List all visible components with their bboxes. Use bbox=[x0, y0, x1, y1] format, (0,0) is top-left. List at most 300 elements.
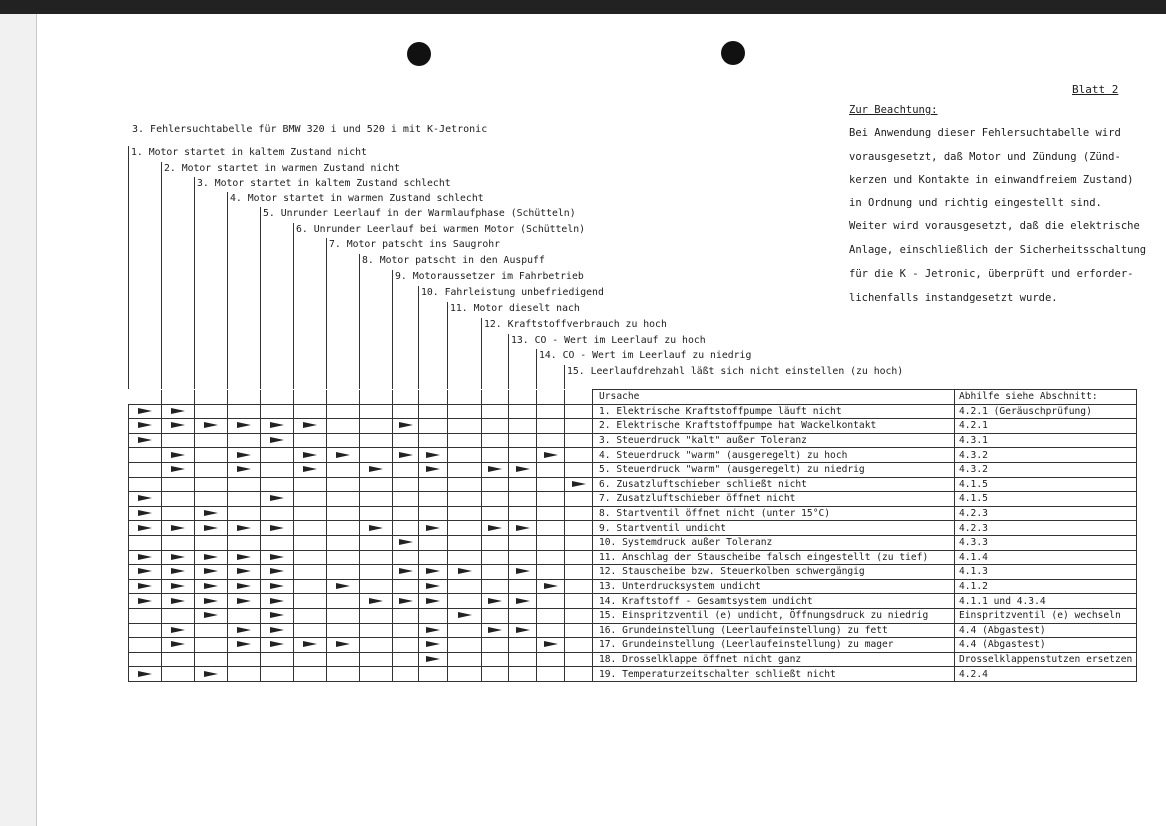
mark-cell bbox=[162, 448, 195, 463]
mark-cell bbox=[419, 462, 448, 477]
mark-cell bbox=[537, 565, 565, 580]
mark-cell bbox=[294, 404, 327, 419]
mark-cell bbox=[537, 492, 565, 507]
blank-cell bbox=[482, 390, 509, 405]
cause-cell: 3. Steuerdruck "kalt" außer Toleranz bbox=[593, 433, 955, 448]
mark-cell bbox=[261, 608, 294, 623]
arrow-marker-icon bbox=[171, 598, 185, 604]
mark-cell bbox=[129, 404, 162, 419]
arrow-marker-icon bbox=[204, 510, 218, 516]
mark-cell bbox=[565, 404, 593, 419]
mark-cell bbox=[537, 550, 565, 565]
mark-cell bbox=[448, 462, 482, 477]
mark-cell bbox=[261, 448, 294, 463]
symptom-label: 6. Unrunder Leerlauf bei warmen Motor (Schütteln) bbox=[296, 224, 586, 235]
mark-cell bbox=[565, 535, 593, 550]
mark-cell bbox=[294, 608, 327, 623]
mark-cell bbox=[228, 521, 261, 536]
arrow-marker-icon bbox=[138, 422, 152, 428]
page-title: 3. Fehlersuchtabelle für BMW 320 i und 520 i mit K-Jetronic bbox=[132, 124, 488, 135]
cause-cell: 17. Grundeinstellung (Leerlaufeinstellung) zu mager bbox=[593, 638, 955, 653]
arrow-marker-icon bbox=[399, 539, 413, 545]
punch-hole-left bbox=[407, 42, 431, 66]
symptom-label: 13. CO - Wert im Leerlauf zu hoch bbox=[511, 335, 706, 346]
scan-top-border bbox=[0, 0, 1166, 14]
mark-cell bbox=[162, 594, 195, 609]
mark-cell bbox=[360, 448, 393, 463]
mark-cell bbox=[129, 433, 162, 448]
mark-cell bbox=[419, 492, 448, 507]
remedy-cell: 4.3.2 bbox=[955, 462, 1137, 477]
cause-cell: 19. Temperaturzeitschalter schließt nicht bbox=[593, 667, 955, 682]
mark-cell bbox=[509, 433, 537, 448]
mark-cell bbox=[195, 404, 228, 419]
mark-cell bbox=[261, 404, 294, 419]
blank-cell bbox=[129, 390, 162, 405]
arrow-marker-icon bbox=[270, 641, 284, 647]
mark-cell bbox=[509, 608, 537, 623]
mark-cell bbox=[509, 419, 537, 434]
mark-cell bbox=[261, 535, 294, 550]
arrow-marker-icon bbox=[138, 583, 152, 589]
mark-cell bbox=[162, 565, 195, 580]
mark-cell bbox=[327, 462, 360, 477]
blank-cell bbox=[448, 390, 482, 405]
note-heading: Zur Beachtung: bbox=[849, 104, 938, 116]
mark-cell bbox=[129, 477, 162, 492]
cause-cell: 8. Startventil öffnet nicht (unter 15°C) bbox=[593, 506, 955, 521]
mark-cell bbox=[162, 404, 195, 419]
remedy-cell: 4.3.2 bbox=[955, 448, 1137, 463]
note-line: Bei Anwendung dieser Fehlersuchtabelle wird bbox=[849, 127, 1121, 139]
cause-cell: 2. Elektrische Kraftstoffpumpe hat Wackelkontakt bbox=[593, 419, 955, 434]
arrow-marker-icon bbox=[303, 422, 317, 428]
mark-cell bbox=[360, 608, 393, 623]
mark-cell bbox=[261, 419, 294, 434]
mark-cell bbox=[228, 579, 261, 594]
mark-cell bbox=[129, 565, 162, 580]
arrow-marker-icon bbox=[488, 466, 502, 472]
arrow-marker-icon bbox=[138, 510, 152, 516]
mark-cell bbox=[360, 419, 393, 434]
mark-cell bbox=[419, 652, 448, 667]
mark-cell bbox=[261, 652, 294, 667]
arrow-marker-icon bbox=[303, 452, 317, 458]
mark-cell bbox=[129, 535, 162, 550]
arrow-marker-icon bbox=[237, 422, 251, 428]
mark-cell bbox=[448, 579, 482, 594]
mark-cell bbox=[294, 623, 327, 638]
mark-cell bbox=[129, 521, 162, 536]
mark-cell bbox=[327, 652, 360, 667]
arrow-marker-icon bbox=[544, 641, 558, 647]
arrow-marker-icon bbox=[204, 525, 218, 531]
table-row bbox=[129, 638, 1137, 653]
mark-cell bbox=[419, 638, 448, 653]
mark-cell bbox=[129, 638, 162, 653]
mark-cell bbox=[393, 579, 419, 594]
arrow-marker-icon bbox=[369, 525, 383, 531]
mark-cell bbox=[360, 462, 393, 477]
arrow-marker-icon bbox=[488, 627, 502, 633]
arrow-marker-icon bbox=[270, 525, 284, 531]
mark-cell bbox=[509, 550, 537, 565]
blank-cell bbox=[294, 390, 327, 405]
arrow-marker-icon bbox=[138, 495, 152, 501]
mark-cell bbox=[294, 462, 327, 477]
arrow-marker-icon bbox=[426, 583, 440, 589]
punch-hole-right bbox=[721, 41, 745, 65]
blank-cell bbox=[509, 390, 537, 405]
mark-cell bbox=[228, 535, 261, 550]
mark-cell bbox=[537, 594, 565, 609]
mark-cell bbox=[482, 565, 509, 580]
mark-cell bbox=[162, 521, 195, 536]
mark-cell bbox=[419, 419, 448, 434]
mark-cell bbox=[482, 608, 509, 623]
arrow-marker-icon bbox=[516, 525, 530, 531]
mark-cell bbox=[261, 550, 294, 565]
mark-cell bbox=[565, 433, 593, 448]
page-edge bbox=[36, 14, 37, 826]
mark-cell bbox=[294, 506, 327, 521]
arrow-marker-icon bbox=[458, 568, 472, 574]
table-row bbox=[129, 462, 1137, 477]
arrow-marker-icon bbox=[138, 437, 152, 443]
mark-cell bbox=[360, 550, 393, 565]
mark-cell bbox=[537, 608, 565, 623]
mark-cell bbox=[294, 579, 327, 594]
blank-cell bbox=[537, 390, 565, 405]
mark-cell bbox=[509, 492, 537, 507]
arrow-marker-icon bbox=[171, 583, 185, 589]
mark-cell bbox=[162, 535, 195, 550]
mark-cell bbox=[327, 667, 360, 682]
mark-cell bbox=[261, 667, 294, 682]
mark-cell bbox=[537, 579, 565, 594]
blank-cell bbox=[228, 390, 261, 405]
mark-cell bbox=[419, 608, 448, 623]
scan-left-margin bbox=[0, 14, 36, 826]
table-row bbox=[129, 521, 1137, 536]
mark-cell bbox=[294, 667, 327, 682]
mark-cell bbox=[360, 404, 393, 419]
arrow-marker-icon bbox=[303, 466, 317, 472]
mark-cell bbox=[195, 535, 228, 550]
mark-cell bbox=[327, 550, 360, 565]
mark-cell bbox=[327, 492, 360, 507]
mark-cell bbox=[294, 565, 327, 580]
mark-cell bbox=[509, 448, 537, 463]
symptom-line bbox=[536, 349, 537, 389]
mark-cell bbox=[537, 652, 565, 667]
cause-cell: 12. Stauscheibe bzw. Steuerkolben schwergängig bbox=[593, 565, 955, 580]
mark-cell bbox=[393, 404, 419, 419]
mark-cell bbox=[393, 506, 419, 521]
symptom-line bbox=[194, 177, 195, 389]
symptom-label: 12. Kraftstoffverbrauch zu hoch bbox=[484, 319, 667, 330]
mark-cell bbox=[565, 448, 593, 463]
arrow-marker-icon bbox=[171, 525, 185, 531]
arrow-marker-icon bbox=[270, 598, 284, 604]
symptom-label: 3. Motor startet in kaltem Zustand schlecht bbox=[197, 178, 451, 189]
mark-cell bbox=[393, 638, 419, 653]
mark-cell bbox=[419, 565, 448, 580]
arrow-marker-icon bbox=[303, 641, 317, 647]
mark-cell bbox=[261, 521, 294, 536]
mark-cell bbox=[482, 623, 509, 638]
arrow-marker-icon bbox=[516, 598, 530, 604]
mark-cell bbox=[448, 652, 482, 667]
table-row bbox=[129, 506, 1137, 521]
arrow-marker-icon bbox=[516, 466, 530, 472]
mark-cell bbox=[129, 579, 162, 594]
arrow-marker-icon bbox=[426, 598, 440, 604]
mark-cell bbox=[565, 419, 593, 434]
mark-cell bbox=[393, 652, 419, 667]
mark-cell bbox=[509, 404, 537, 419]
mark-cell bbox=[419, 506, 448, 521]
mark-cell bbox=[228, 492, 261, 507]
mark-cell bbox=[565, 506, 593, 521]
mark-cell bbox=[393, 462, 419, 477]
mark-cell bbox=[537, 419, 565, 434]
arrow-marker-icon bbox=[204, 583, 218, 589]
table-row bbox=[129, 404, 1137, 419]
mark-cell bbox=[509, 565, 537, 580]
mark-cell bbox=[565, 667, 593, 682]
mark-cell bbox=[261, 623, 294, 638]
cause-cell: 1. Elektrische Kraftstoffpumpe läuft nicht bbox=[593, 404, 955, 419]
mark-cell bbox=[482, 419, 509, 434]
table-row bbox=[129, 594, 1137, 609]
mark-cell bbox=[261, 579, 294, 594]
mark-cell bbox=[565, 594, 593, 609]
mark-cell bbox=[261, 506, 294, 521]
mark-cell bbox=[537, 667, 565, 682]
symptom-line bbox=[293, 223, 294, 389]
mark-cell bbox=[228, 550, 261, 565]
mark-cell bbox=[228, 433, 261, 448]
mark-cell bbox=[537, 477, 565, 492]
arrow-marker-icon bbox=[426, 568, 440, 574]
mark-cell bbox=[327, 579, 360, 594]
mark-cell bbox=[419, 594, 448, 609]
mark-cell bbox=[162, 550, 195, 565]
mark-cell bbox=[419, 623, 448, 638]
table-row bbox=[129, 608, 1137, 623]
note-line: für die K - Jetronic, überprüft und erforder- bbox=[849, 268, 1134, 280]
arrow-marker-icon bbox=[572, 481, 586, 487]
cause-cell: 15. Einspritzventil (e) undicht, Öffnungsdruck zu niedrig bbox=[593, 608, 955, 623]
mark-cell bbox=[129, 608, 162, 623]
mark-cell bbox=[228, 462, 261, 477]
mark-cell bbox=[448, 521, 482, 536]
table-row bbox=[129, 565, 1137, 580]
fault-table bbox=[128, 389, 1137, 682]
mark-cell bbox=[419, 579, 448, 594]
arrow-marker-icon bbox=[204, 612, 218, 618]
remedy-cell: 4.4 (Abgastest) bbox=[955, 638, 1137, 653]
mark-cell bbox=[228, 404, 261, 419]
arrow-marker-icon bbox=[138, 598, 152, 604]
arrow-marker-icon bbox=[237, 568, 251, 574]
remedy-cell: 4.2.3 bbox=[955, 521, 1137, 536]
mark-cell bbox=[419, 404, 448, 419]
mark-cell bbox=[294, 652, 327, 667]
symptom-label: 10. Fahrleistung unbefriedigend bbox=[421, 287, 604, 298]
mark-cell bbox=[509, 667, 537, 682]
mark-cell bbox=[228, 594, 261, 609]
arrow-marker-icon bbox=[138, 671, 152, 677]
blank-cell bbox=[195, 390, 228, 405]
mark-cell bbox=[537, 623, 565, 638]
mark-cell bbox=[195, 623, 228, 638]
remedy-cell: 4.1.4 bbox=[955, 550, 1137, 565]
arrow-marker-icon bbox=[138, 554, 152, 560]
symptom-line bbox=[481, 318, 482, 389]
mark-cell bbox=[482, 462, 509, 477]
mark-cell bbox=[509, 535, 537, 550]
mark-cell bbox=[195, 521, 228, 536]
mark-cell bbox=[228, 652, 261, 667]
mark-cell bbox=[261, 433, 294, 448]
remedy-cell: Einspritzventil (e) wechseln bbox=[955, 608, 1137, 623]
mark-cell bbox=[509, 594, 537, 609]
note-line: kerzen und Kontakte in einwandfreiem Zustand) bbox=[849, 174, 1134, 186]
arrow-marker-icon bbox=[237, 525, 251, 531]
mark-cell bbox=[228, 419, 261, 434]
mark-cell bbox=[482, 594, 509, 609]
symptom-line bbox=[128, 146, 129, 389]
mark-cell bbox=[393, 667, 419, 682]
mark-cell bbox=[537, 521, 565, 536]
mark-cell bbox=[294, 594, 327, 609]
table-row bbox=[129, 492, 1137, 507]
arrow-marker-icon bbox=[399, 452, 413, 458]
arrow-marker-icon bbox=[270, 583, 284, 589]
arrow-marker-icon bbox=[171, 422, 185, 428]
mark-cell bbox=[228, 477, 261, 492]
mark-cell bbox=[195, 448, 228, 463]
mark-cell bbox=[129, 448, 162, 463]
arrow-marker-icon bbox=[204, 554, 218, 560]
mark-cell bbox=[448, 550, 482, 565]
mark-cell bbox=[195, 419, 228, 434]
mark-cell bbox=[448, 433, 482, 448]
mark-cell bbox=[565, 638, 593, 653]
remedy-cell: 4.2.1 bbox=[955, 419, 1137, 434]
mark-cell bbox=[565, 492, 593, 507]
mark-cell bbox=[327, 565, 360, 580]
table-row bbox=[129, 550, 1137, 565]
mark-cell bbox=[327, 521, 360, 536]
symptom-label: 15. Leerlaufdrehzahl läßt sich nicht einstellen (zu hoch) bbox=[567, 366, 904, 377]
mark-cell bbox=[129, 594, 162, 609]
mark-cell bbox=[360, 433, 393, 448]
mark-cell bbox=[537, 638, 565, 653]
mark-cell bbox=[419, 667, 448, 682]
arrow-marker-icon bbox=[237, 554, 251, 560]
table-row bbox=[129, 667, 1137, 682]
arrow-marker-icon bbox=[204, 568, 218, 574]
mark-cell bbox=[448, 404, 482, 419]
mark-cell bbox=[393, 433, 419, 448]
mark-cell bbox=[195, 550, 228, 565]
note-line: Anlage, einschließlich der Sicherheitsschaltung bbox=[849, 244, 1147, 256]
mark-cell bbox=[195, 579, 228, 594]
mark-cell bbox=[294, 448, 327, 463]
mark-cell bbox=[360, 638, 393, 653]
mark-cell bbox=[482, 477, 509, 492]
symptom-line bbox=[326, 238, 327, 389]
arrow-marker-icon bbox=[171, 452, 185, 458]
mark-cell bbox=[448, 535, 482, 550]
table-row bbox=[129, 579, 1137, 594]
arrow-marker-icon bbox=[516, 568, 530, 574]
mark-cell bbox=[129, 550, 162, 565]
mark-cell bbox=[393, 419, 419, 434]
arrow-marker-icon bbox=[336, 641, 350, 647]
remedy-cell: 4.1.2 bbox=[955, 579, 1137, 594]
mark-cell bbox=[419, 448, 448, 463]
mark-cell bbox=[509, 477, 537, 492]
remedy-header: Abhilfe siehe Abschnitt: bbox=[955, 390, 1137, 405]
remedy-cell: 4.3.1 bbox=[955, 433, 1137, 448]
mark-cell bbox=[162, 462, 195, 477]
mark-cell bbox=[162, 638, 195, 653]
arrow-marker-icon bbox=[516, 627, 530, 633]
mark-cell bbox=[228, 608, 261, 623]
arrow-marker-icon bbox=[204, 422, 218, 428]
arrow-marker-icon bbox=[270, 422, 284, 428]
arrow-marker-icon bbox=[336, 452, 350, 458]
blank-cell bbox=[162, 390, 195, 405]
arrow-marker-icon bbox=[426, 525, 440, 531]
table-row bbox=[129, 477, 1137, 492]
mark-cell bbox=[195, 667, 228, 682]
symptom-line bbox=[227, 192, 228, 389]
mark-cell bbox=[393, 550, 419, 565]
mark-cell bbox=[129, 419, 162, 434]
arrow-marker-icon bbox=[270, 437, 284, 443]
symptom-line bbox=[418, 286, 419, 389]
mark-cell bbox=[261, 594, 294, 609]
arrow-marker-icon bbox=[171, 408, 185, 414]
remedy-cell: 4.2.1 (Geräuschprüfung) bbox=[955, 404, 1137, 419]
arrow-marker-icon bbox=[426, 452, 440, 458]
mark-cell bbox=[195, 477, 228, 492]
arrow-marker-icon bbox=[399, 422, 413, 428]
mark-cell bbox=[261, 492, 294, 507]
mark-cell bbox=[419, 535, 448, 550]
table-row bbox=[129, 419, 1137, 434]
mark-cell bbox=[448, 419, 482, 434]
mark-cell bbox=[448, 565, 482, 580]
mark-cell bbox=[195, 462, 228, 477]
symptom-label: 1. Motor startet in kaltem Zustand nicht bbox=[131, 147, 367, 158]
mark-cell bbox=[482, 667, 509, 682]
mark-cell bbox=[537, 448, 565, 463]
mark-cell bbox=[482, 492, 509, 507]
mark-cell bbox=[228, 667, 261, 682]
arrow-marker-icon bbox=[426, 627, 440, 633]
arrow-marker-icon bbox=[426, 656, 440, 662]
mark-cell bbox=[393, 492, 419, 507]
mark-cell bbox=[294, 521, 327, 536]
mark-cell bbox=[294, 535, 327, 550]
mark-cell bbox=[327, 477, 360, 492]
